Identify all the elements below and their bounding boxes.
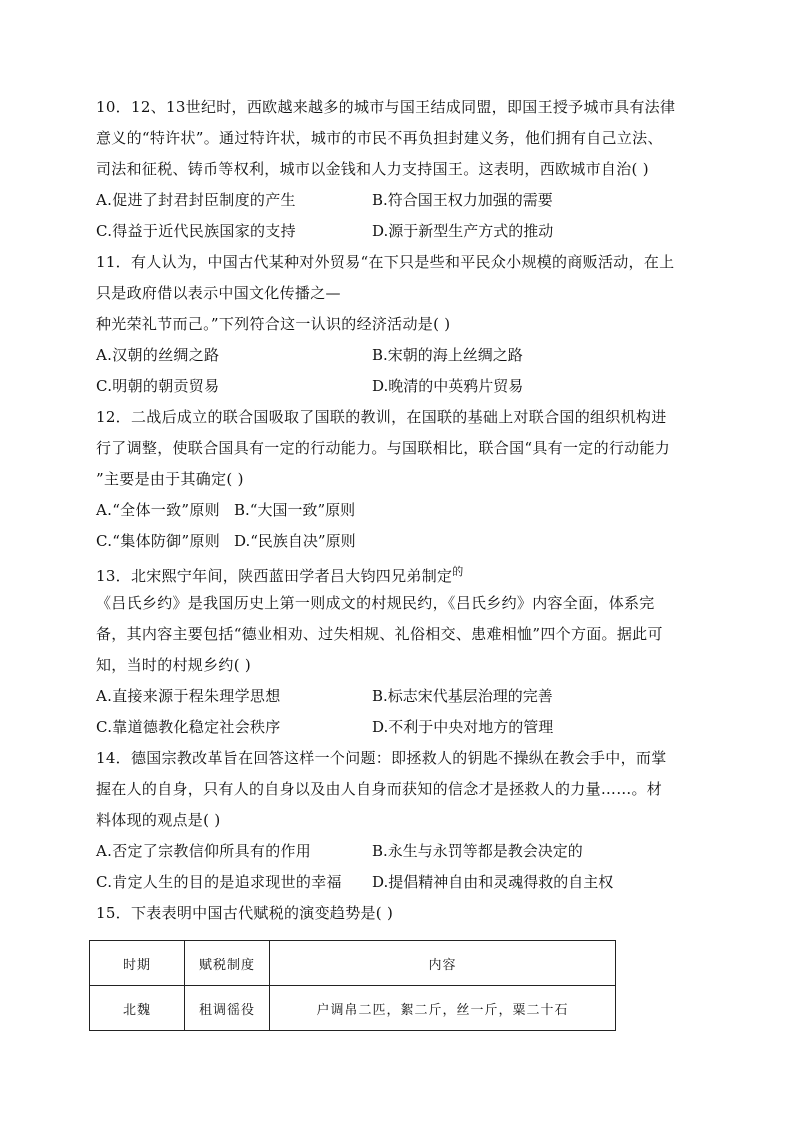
tax-table [89, 940, 616, 1031]
q10-option-b: B.符合国王权力加强的需要 [372, 191, 553, 209]
table-header-row [90, 941, 616, 986]
table-cell-system: 租调徭役 [185, 986, 270, 1031]
q14-stem-line2: 握在人的自身，只有人的自身以及由人自身而获知的信念才是拯救人的力量……。材 [96, 780, 663, 798]
q10-stem-line1: 10．12、13世纪时，西欧越来越多的城市与国王结成同盟，即国王授予城市具有法律 [96, 98, 676, 116]
q13-option-d: D.不利于中央对地方的管理 [372, 718, 554, 736]
q13-stem-superscript: 的 [452, 565, 464, 578]
q12-stem-line3: ”主要是由于其确定( ) [96, 470, 244, 488]
q14-stem-line1: 14．德国宗教改革旨在回答这样一个问题：即拯救人的钥匙不操纵在教会手中，而掌 [96, 749, 667, 767]
q12-option-a: A.“全体一致”原则 [96, 501, 220, 519]
q13-stem-line4: 知，当时的村规乡约( ) [96, 656, 252, 674]
q11-option-a: A.汉朝的丝绸之路 [96, 346, 220, 364]
q12-stem-line1: 12．二战后成立的联合国吸取了国联的教训，在国联的基础上对联合国的组织机构进 [96, 408, 667, 426]
q14-option-d: D.提倡精神自由和灵魂得救的自主权 [372, 873, 614, 891]
q14-option-a: A.否定了宗教信仰所具有的作用 [96, 842, 312, 860]
q12-stem-line2: 行了调整，使联合国具有一定的行动能力。与国联相比，联合国“具有一定的行动能力 [96, 439, 671, 457]
q12-option-d: D.“民族自决”原则 [234, 532, 356, 550]
table-cell-period: 北魏 [90, 986, 185, 1031]
q12-option-b: B.“大国一致”原则 [234, 501, 356, 519]
q15-stem: 15．下表表明中国古代赋税的演变趋势是( ) [96, 904, 394, 922]
q13-option-a: A.直接来源于程朱理学思想 [96, 687, 281, 705]
q13-stem-line3: 备，其内容主要包括“德业相劝、过失相规、礼俗相交、患难相恤”四个方面。据此可 [96, 625, 663, 643]
q10-stem-line2: 意义的“特许状”。通过特许状，城市的市民不再负担封建义务，他们拥有自己立法、 [96, 129, 663, 147]
q10-stem-line3: 司法和征税、铸币等权利，城市以金钱和人力支持国王。这表明，西欧城市自治( ) [96, 160, 649, 178]
q10-option-a: A.促进了封君封臣制度的产生 [96, 191, 296, 209]
q11-option-b: B.宋朝的海上丝绸之路 [372, 346, 523, 364]
q13-option-c: C.靠道德教化稳定社会秩序 [96, 718, 281, 736]
q14-option-b: B.永生与永罚等都是教会决定的 [372, 842, 583, 860]
q13-option-b: B.标志宋代基层治理的完善 [372, 687, 553, 705]
table-cell-content: 户调帛二匹，絮二斤，丝一斤，粟二十石 [270, 986, 616, 1031]
q13-stem-first: 13．北宋熙宁年间，陕西蓝田学者吕大钧四兄弟制定 [96, 567, 453, 585]
q14-stem-line3: 料体现的观点是( ) [96, 811, 221, 829]
q10-option-d: D.源于新型生产方式的推动 [372, 222, 554, 240]
q13-stem-line2: 《吕氏乡约》是我国历史上第一则成文的村规民约，《吕氏乡约》内容全面，体系完 [96, 594, 655, 612]
q11-stem-line3: 种光荣礼节而己。”下列符合这一认识的经济活动是( ) [96, 315, 451, 333]
q12-option-c: C.“集体防御”原则 [96, 532, 221, 550]
q11-stem-line2: 只是政府借以表示中国文化传播之— [96, 284, 341, 302]
q14-option-c: C.肯定人生的目的是追求现世的幸福 [96, 873, 342, 891]
table-header-period: 时期 [90, 941, 185, 986]
q13-stem-line1 [96, 562, 464, 586]
table-row [90, 986, 616, 1031]
table-header-system: 赋税制度 [185, 941, 270, 986]
q10-option-c: C.得益于近代民族国家的支持 [96, 222, 296, 240]
q11-option-d: D.晚清的中英鸦片贸易 [372, 377, 524, 395]
q11-stem-line1: 11．有人认为，中国古代某种对外贸易“在下只是些和平民众小规模的商贩活动，在上 [96, 253, 675, 271]
table-header-content: 内容 [270, 941, 616, 986]
q11-option-c: C.明朝的朝贡贸易 [96, 377, 220, 395]
